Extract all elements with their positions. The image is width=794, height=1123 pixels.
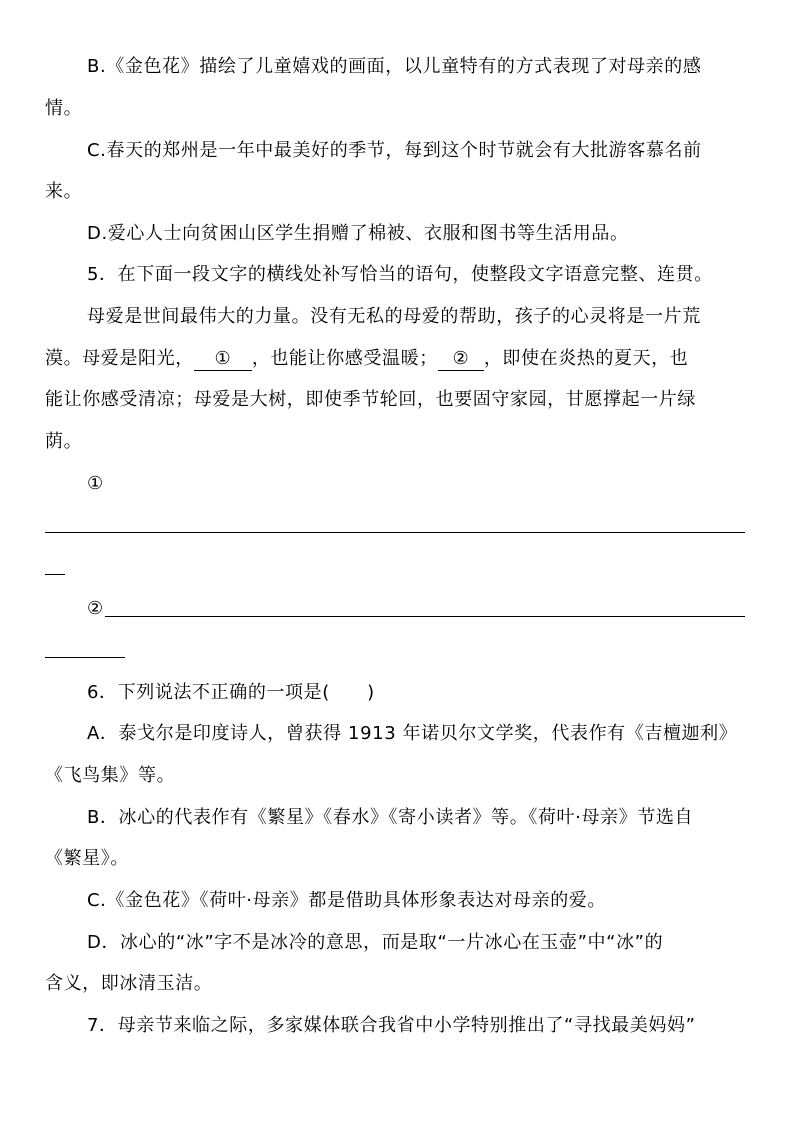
q5-passage-line1: 母爱是世间最伟大的力量。没有无私的母爱的帮助，孩子的心灵将是一片荒 xyxy=(87,306,701,327)
q5-passage-line2-c: ，即使在炎热的夏天，也 xyxy=(483,348,689,369)
q5-passage-line3: 能让你感受清凉；母爱是大树，即使季节轮回，也要固守家园，甘愿撑起一片绿 xyxy=(45,389,696,410)
q4-option-c-line2: 来。 xyxy=(45,181,83,202)
q6-option-a-line1: A．泰戈尔是印度诗人，曾获得 1913 年诺贝尔文学奖，代表作有《吉檀迦利》 xyxy=(87,723,738,744)
q4-option-c-line1: C.春天的郑州是一年中最美好的季节，每到这个时节就会有大批游客慕名前 xyxy=(87,140,702,161)
q5-passage-line2-b: ，也能让你感受温暖； xyxy=(251,348,438,369)
q5-answer2-line-continued[interactable] xyxy=(45,657,125,658)
q5-blank-1: ① xyxy=(194,348,252,371)
q6-option-b-line1: B．冰心的代表作有《繁星》《春水》《寄小读者》等。《荷叶·母亲》节选自 xyxy=(87,807,694,828)
q5-passage-line4: 荫。 xyxy=(45,431,83,452)
q5-passage-line2 xyxy=(45,346,750,372)
q5-answer2-label: ② xyxy=(87,598,104,619)
q6-option-d-line2: 含义，即冰清玉洁。 xyxy=(45,973,213,994)
q6-stem: 6．下列说法不正确的一项是( ) xyxy=(87,682,375,703)
q6-option-c-line1: C.《金色花》《荷叶·母亲》都是借助具体形象表达对母亲的爱。 xyxy=(87,890,607,911)
q6-option-b-line2: 《繁星》。 xyxy=(45,848,129,869)
q5-passage-line2-a: 漠。母爱是阳光， xyxy=(45,348,194,369)
q4-option-b-line2: 情。 xyxy=(45,98,83,119)
q4-option-d-line1: D.爱心人士向贫困山区学生捐赠了棉被、衣服和图书等生活用品。 xyxy=(87,223,629,244)
q5-answer1-label: ① xyxy=(87,473,104,494)
q5-answer2-line[interactable] xyxy=(105,616,745,617)
q7-stem: 7．母亲节来临之际，多家媒体联合我省中小学特别推出了“寻找最美妈妈” xyxy=(87,1015,696,1036)
q5-answer1-line-continued[interactable] xyxy=(45,574,65,575)
q6-option-a-line2: 《飞鸟集》等。 xyxy=(45,765,176,786)
q5-stem: 5．在下面一段文字的横线处补写恰当的语句，使整段文字语意完整、连贯。 xyxy=(87,264,713,285)
q4-option-b-line1: B.《金色花》描绘了儿童嬉戏的画面，以儿童特有的方式表现了对母亲的感 xyxy=(87,56,702,77)
q5-answer1-line[interactable] xyxy=(45,532,745,533)
q6-option-d-line1: D．冰心的“冰”字不是冰冷的意思，而是取“一片冰心在玉壶”中“冰”的 xyxy=(87,932,664,953)
q5-blank-2: ② xyxy=(438,348,484,371)
